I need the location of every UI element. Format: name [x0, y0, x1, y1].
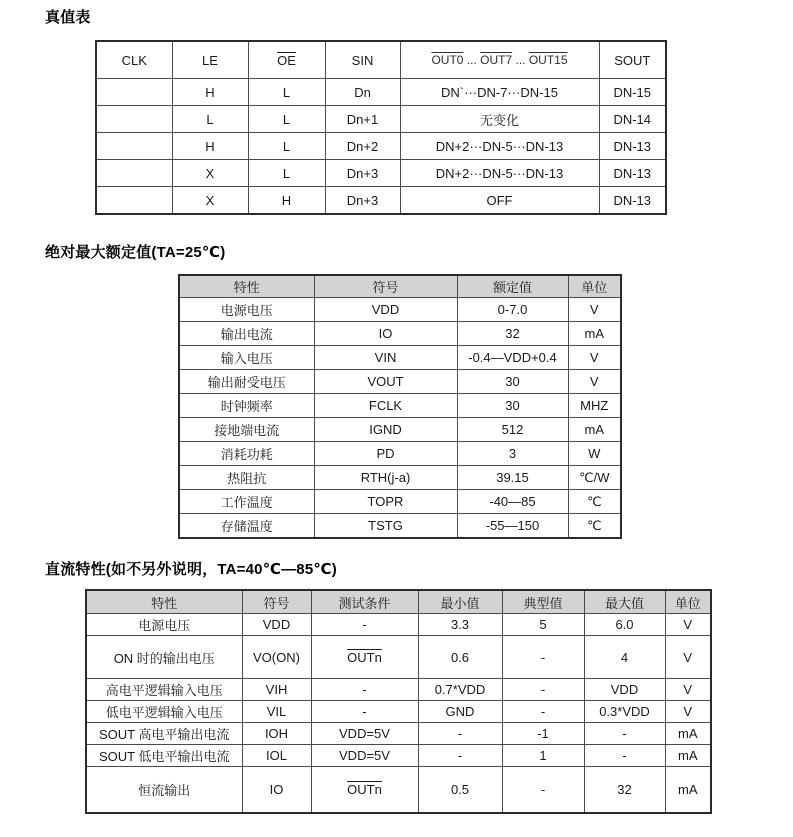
table-cell: DN+2···DN-5···DN-13: [400, 133, 599, 160]
table-cell: 3.3: [418, 614, 502, 636]
table-cell: ON 时的输出电压: [86, 636, 242, 679]
table-row: [179, 490, 621, 514]
table-cell: 工作温度: [179, 490, 314, 514]
column-header: 额定值: [457, 275, 568, 298]
table-cell: -: [502, 636, 584, 679]
column-header: 最小值: [418, 590, 502, 614]
table-cell: 时钟频率: [179, 394, 314, 418]
table-cell: 1: [502, 745, 584, 767]
table-cell: V: [568, 370, 621, 394]
table-row: [86, 723, 711, 745]
table-cell: L: [248, 133, 325, 160]
dc-characteristics-table: [85, 589, 712, 814]
overlined-signal: OUT15: [528, 53, 568, 67]
table-cell: -1: [502, 723, 584, 745]
table-cell: 电源电压: [86, 614, 242, 636]
column-header: 测试条件: [311, 590, 418, 614]
column-header: 最大值: [584, 590, 665, 614]
table-cell: 5: [502, 614, 584, 636]
table-row: [179, 370, 621, 394]
table-row: [179, 298, 621, 322]
column-header: OUT0 ... OUT7 ... OUT15: [400, 41, 599, 79]
header-row: [86, 590, 711, 614]
table-row: [96, 133, 666, 160]
truth-table-title: 真值表: [45, 9, 91, 26]
table-cell: PD: [314, 442, 457, 466]
table-cell: V: [568, 298, 621, 322]
table-cell: -40—85: [457, 490, 568, 514]
column-header: 符号: [242, 590, 311, 614]
table-cell: 热阻抗: [179, 466, 314, 490]
table-cell: VDD: [314, 298, 457, 322]
column-header: SIN: [325, 41, 400, 79]
table-cell: 6.0: [584, 614, 665, 636]
table-cell: 3: [457, 442, 568, 466]
table-cell: DN-13: [599, 187, 666, 215]
table-cell: 低电平逻辑输入电压: [86, 701, 242, 723]
table-cell: -: [502, 701, 584, 723]
table-cell: W: [568, 442, 621, 466]
table-cell: 39.15: [457, 466, 568, 490]
table-row: [86, 701, 711, 723]
table-row: [179, 394, 621, 418]
table-cell: DN-13: [599, 133, 666, 160]
column-header: 符号: [314, 275, 457, 298]
table-cell: [96, 79, 172, 106]
table-cell: IGND: [314, 418, 457, 442]
table-cell: VOUT: [314, 370, 457, 394]
table-cell: TSTG: [314, 514, 457, 539]
table-row: [86, 636, 711, 679]
table-cell: DN-15: [599, 79, 666, 106]
table-cell: -0.4—VDD+0.4: [457, 346, 568, 370]
table-cell: mA: [568, 322, 621, 346]
table-cell: X: [172, 187, 248, 215]
table-cell: 高电平逻辑输入电压: [86, 679, 242, 701]
table-cell: DN`···DN-7···DN-15: [400, 79, 599, 106]
table-cell: 0.3*VDD: [584, 701, 665, 723]
table-cell: -: [584, 745, 665, 767]
table-cell: 接地端电流: [179, 418, 314, 442]
column-header: LE: [172, 41, 248, 79]
overlined-signal: OUTn: [347, 649, 382, 665]
table-cell: FCLK: [314, 394, 457, 418]
table-cell: 输出耐受电压: [179, 370, 314, 394]
table-cell: 32: [584, 767, 665, 814]
table-row: [96, 187, 666, 215]
table-cell: -: [502, 679, 584, 701]
table-cell: 512: [457, 418, 568, 442]
table-cell: -55—150: [457, 514, 568, 539]
table-cell: 消耗功耗: [179, 442, 314, 466]
table-cell: -: [584, 723, 665, 745]
table-cell: [96, 160, 172, 187]
table-cell: OFF: [400, 187, 599, 215]
table-cell: 0.5: [418, 767, 502, 814]
overlined-signal: OUTn: [347, 782, 382, 797]
table-cell: -: [311, 701, 418, 723]
column-header: CLK: [96, 41, 172, 79]
table-cell: [96, 133, 172, 160]
table-cell: TOPR: [314, 490, 457, 514]
table-cell: -: [311, 614, 418, 636]
table-cell: -: [418, 723, 502, 745]
table-cell: VDD=5V: [311, 745, 418, 767]
table-cell: -: [311, 679, 418, 701]
table-cell: VIN: [314, 346, 457, 370]
table-cell: Dn: [325, 79, 400, 106]
table-cell: H: [172, 79, 248, 106]
table-cell: 4: [584, 636, 665, 679]
table-cell: VDD: [584, 679, 665, 701]
table-cell: ℃: [568, 514, 621, 539]
absolute-maximum-ratings-section: [0, 243, 793, 539]
column-header: 特性: [86, 590, 242, 614]
column-header: 单位: [665, 590, 711, 614]
table-cell: IO: [242, 767, 311, 814]
table-cell: mA: [665, 723, 711, 745]
dc-characteristics-title: 直流特性(如不另外说明，TA=40℃—85℃): [45, 561, 337, 578]
table-row: [86, 614, 711, 636]
table-row: [96, 106, 666, 133]
table-cell: H: [248, 187, 325, 215]
table-cell: ℃: [568, 490, 621, 514]
table-cell: V: [665, 679, 711, 701]
column-header: SOUT: [599, 41, 666, 79]
table-cell: V: [665, 701, 711, 723]
table-cell: [311, 636, 418, 679]
table-cell: L: [172, 106, 248, 133]
table-cell: mA: [665, 745, 711, 767]
table-cell: L: [248, 106, 325, 133]
table-cell: [311, 767, 418, 814]
overlined-signal: OUT0: [431, 53, 464, 67]
table-row: [179, 322, 621, 346]
table-cell: -: [418, 745, 502, 767]
table-cell: -: [502, 767, 584, 814]
table-row: [179, 514, 621, 539]
table-cell: Dn+3: [325, 187, 400, 215]
column-header: 典型值: [502, 590, 584, 614]
table-cell: 输入电压: [179, 346, 314, 370]
table-cell: [96, 187, 172, 215]
table-cell: 0.7*VDD: [418, 679, 502, 701]
table-cell: 32: [457, 322, 568, 346]
column-header: 特性: [179, 275, 314, 298]
header-row: [96, 41, 666, 79]
table-cell: GND: [418, 701, 502, 723]
table-cell: VDD=5V: [311, 723, 418, 745]
table-cell: 无变化: [400, 106, 599, 133]
table-row: [86, 745, 711, 767]
table-cell: 30: [457, 370, 568, 394]
table-cell: L: [248, 160, 325, 187]
table-cell: ℃/W: [568, 466, 621, 490]
table-cell: V: [568, 346, 621, 370]
table-cell: MHZ: [568, 394, 621, 418]
table-cell: DN-14: [599, 106, 666, 133]
table-row: [96, 79, 666, 106]
table-cell: 电源电压: [179, 298, 314, 322]
header-row: [179, 275, 621, 298]
table-cell: DN-13: [599, 160, 666, 187]
table-cell: Dn+1: [325, 106, 400, 133]
truth-table-section: [0, 8, 793, 215]
table-cell: H: [172, 133, 248, 160]
table-cell: 0-7.0: [457, 298, 568, 322]
table-cell: VIL: [242, 701, 311, 723]
table-cell: VIH: [242, 679, 311, 701]
column-header: [248, 41, 325, 79]
table-cell: 存储温度: [179, 514, 314, 539]
table-cell: SOUT 高电平输出电流: [86, 723, 242, 745]
truth-table: [95, 40, 667, 215]
table-cell: IO: [314, 322, 457, 346]
table-cell: VDD: [242, 614, 311, 636]
overlined-signal: OUT7: [480, 53, 513, 67]
table-row: [179, 418, 621, 442]
absolute-maximum-ratings-table: [178, 274, 622, 539]
table-cell: 输出电流: [179, 322, 314, 346]
dc-characteristics-section: [0, 560, 793, 814]
table-cell: X: [172, 160, 248, 187]
column-header: 单位: [568, 275, 621, 298]
table-cell: 30: [457, 394, 568, 418]
table-cell: [96, 106, 172, 133]
table-row: [179, 466, 621, 490]
table-cell: SOUT 低电平输出电流: [86, 745, 242, 767]
table-row: [96, 160, 666, 187]
table-cell: V: [665, 614, 711, 636]
table-cell: Dn+2: [325, 133, 400, 160]
table-row: [86, 679, 711, 701]
table-row: [179, 346, 621, 370]
absolute-maximum-ratings-title: 绝对最大额定值(TA=25℃): [45, 244, 226, 261]
table-cell: VO(ON): [242, 636, 311, 679]
table-cell: IOH: [242, 723, 311, 745]
table-cell: Dn+3: [325, 160, 400, 187]
table-cell: mA: [568, 418, 621, 442]
table-cell: 恒流输出: [86, 767, 242, 814]
table-cell: L: [248, 79, 325, 106]
table-row: [86, 767, 711, 814]
table-cell: 0.6: [418, 636, 502, 679]
table-cell: mA: [665, 767, 711, 814]
table-cell: RTH(j-a): [314, 466, 457, 490]
table-cell: V: [665, 636, 711, 679]
overlined-signal: $\overline{OE}$: [277, 52, 296, 68]
table-row: [179, 442, 621, 466]
table-cell: IOL: [242, 745, 311, 767]
table-cell: DN+2···DN-5···DN-13: [400, 160, 599, 187]
